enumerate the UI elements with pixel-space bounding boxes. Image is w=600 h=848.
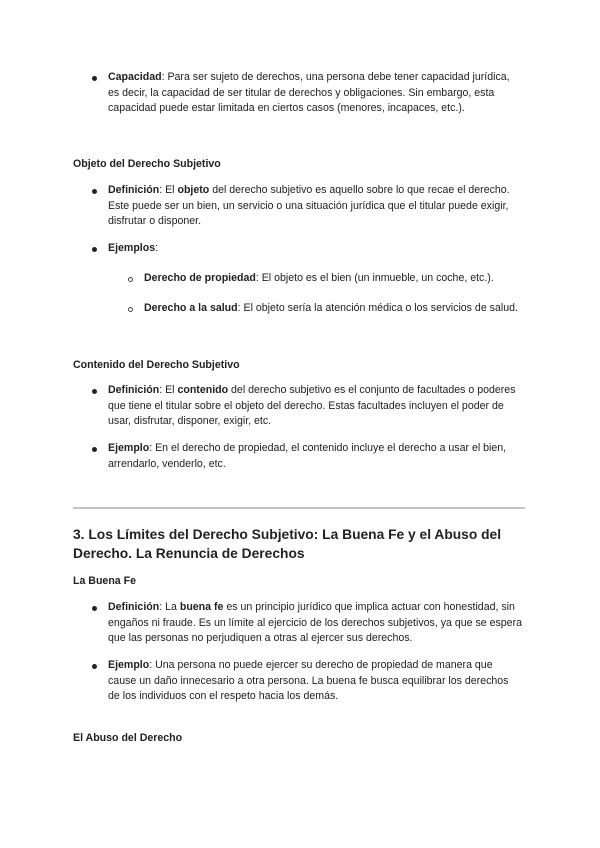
objeto-ejemplos-colon: : [155, 242, 159, 254]
objeto-definicion-item [108, 183, 523, 230]
sub-bullet-circle [128, 307, 133, 312]
sub-bullet-circle [128, 277, 133, 282]
capacidad-term: Capacidad [108, 71, 162, 83]
contenido-heading: Contenido del Derecho Subjetivo [73, 359, 240, 371]
capacidad-text: : Para ser sujeto de derechos, una persona debe tener capacidad jurídica, es decir, la capacidad de ser titular de derechos y obligaciones. Sin embargo, esta capacidad puede estar limitada en ciertos casos (menores, incapaces, etc.). [108, 71, 510, 115]
bullet-dot [92, 247, 97, 252]
objeto-sub-item [144, 271, 524, 287]
section-3-heading: 3. Los Límites del Derecho Subjetivo: La Buena Fe y el Abuso del Derecho. La Renuncia de Derechos [73, 527, 502, 561]
contenido-definicion-bold: contenido [177, 384, 229, 396]
objeto-heading: Objeto del Derecho Subjetivo [73, 158, 221, 170]
buena-fe-definicion-pre: : La [159, 601, 180, 613]
buena-fe-definicion-text: es un principio jurídico que implica actuar con honestidad, sin engaños ni fraude. Es un límite al ejercicio de los derechos subjetivos, ya que se espera que las personas no perjudiquen a otras al ejercer sus derechos. [108, 601, 522, 645]
contenido-definicion-item [108, 383, 523, 430]
buena-fe-ejemplo-item [108, 658, 523, 705]
objeto-sub-text: : El objeto es el bien (un inmueble, un coche, etc.). [255, 272, 494, 284]
contenido-definicion-text: del derecho subjetivo es el conjunto de facultades o poderes que tiene el titular sobre el objeto del derecho. Estas facultades incluyen el poder de usar, disfrutar, disponer, exigir, etc. [108, 384, 516, 428]
bullet-dot [92, 447, 97, 452]
objeto-definicion-bold: objeto [177, 184, 210, 196]
objeto-sub-text: : El objeto sería la atención médica o los servicios de salud. [237, 302, 518, 314]
contenido-definicion-term: Definición [108, 384, 160, 396]
objeto-ejemplos-term: Ejemplos [108, 242, 156, 254]
contenido-definicion-pre: : El [159, 384, 178, 396]
contenido-ejemplo-item [108, 441, 523, 472]
bullet-dot [92, 76, 97, 81]
horizontal-divider [73, 507, 525, 509]
bullet-dot [92, 664, 97, 669]
bullet-dot [92, 389, 97, 394]
contenido-ejemplo-term: Ejemplo [108, 442, 150, 454]
objeto-ejemplos-item [108, 241, 523, 257]
objeto-sub-item [144, 301, 524, 317]
objeto-sub-term: Derecho a la salud [144, 302, 238, 314]
buena-fe-heading: La Buena Fe [73, 575, 136, 587]
contenido-ejemplo-text: : En el derecho de propiedad, el contenido incluye el derecho a usar el bien, arrendarlo, venderlo, etc. [108, 442, 507, 470]
objeto-sub-term: Derecho de propiedad [144, 272, 256, 284]
objeto-definicion-term: Definición [108, 184, 160, 196]
abuso-heading: El Abuso del Derecho [73, 732, 183, 744]
buena-fe-definicion-bold: buena fe [179, 601, 224, 613]
buena-fe-definicion-item [108, 600, 523, 647]
bullet-dot [92, 189, 97, 194]
buena-fe-definicion-term: Definición [108, 601, 160, 613]
objeto-definicion-text: del derecho subjetivo es aquello sobre lo que recae el derecho. Este puede ser un bien, un servicio o una situación jurídica que el titular puede exigir, disfrutar o disponer. [108, 184, 510, 228]
objeto-definicion-pre: : El [159, 184, 178, 196]
buena-fe-ejemplo-term: Ejemplo [108, 659, 150, 671]
bullet-dot [92, 606, 97, 611]
buena-fe-ejemplo-text: : Una persona no puede ejercer su derecho de propiedad de manera que cause un daño innecesario a otra persona. La buena fe busca equilibrar los derechos de los individuos con el respeto hacia los demás. [108, 659, 509, 703]
capacidad-item [108, 70, 523, 117]
